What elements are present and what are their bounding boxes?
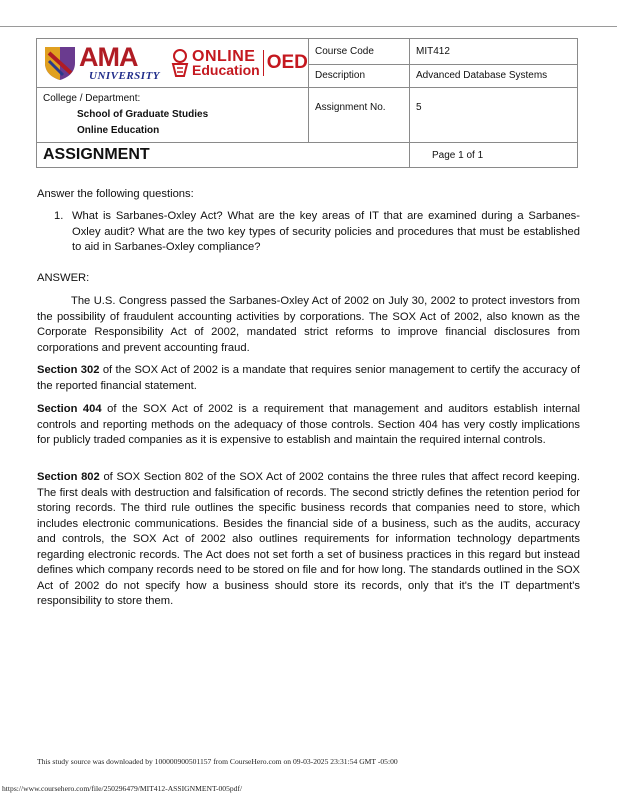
section-404-text: of the SOX Act of 2002 is a requirement that management and auditors establish internal controls and reporting methods on the adequacy of those controls. Section 404 has very costly implications for publicly traded companies as it is expensive to establish and maintain the required internal controls. [37, 403, 581, 446]
top-rule [0, 26, 617, 27]
oe-logo-education: Education [192, 61, 260, 78]
description-label: Description [309, 64, 410, 87]
assignment-no-value: 5 [410, 88, 578, 143]
ama-university-logo [43, 44, 160, 82]
ama-logo-subtext: UNIVERSITY [89, 70, 161, 82]
course-code-value: MIT412 [410, 39, 578, 65]
ama-logo-text: AMA [79, 42, 138, 72]
section-302-title: Section 302 [37, 364, 100, 376]
section-302-paragraph [37, 363, 580, 394]
college-name: School of Graduate Studies [77, 109, 209, 120]
oe-logo-online: ONLINE [192, 47, 256, 65]
header-table [36, 38, 578, 168]
section-404-title: Section 404 [37, 403, 102, 415]
section-404-paragraph [37, 402, 580, 449]
course-code-label: Course Code [309, 39, 410, 65]
section-802-paragraph [37, 470, 580, 610]
online-education-logo [170, 48, 308, 78]
college-unit: Online Education [77, 125, 160, 136]
page-indicator: Page 1 of 1 [410, 143, 578, 168]
section-802-text: of SOX Section 802 of the SOX Act of 2002 contains the three rules that affect record keeping. The first deals with destruction and falsification of records. The second strictly defines the retention period for storing records. The third rule outlines the specific business records that companies need to store, which includes electronic communications. Besides the financial side of a business, such as the audits, accuracy and controls, the SOX Act of 2002 also outlines requirements for information technology departments regarding electronic records. The Act does not set forth a set of business practices in this regard but instead defines which company records need to be stored on file and for how long. The standards outlined in the SOX Act of 2002 do not specify how a business should store its records, only that it's the IT department's responsibility to store them. [37, 471, 580, 607]
answer-paragraph-1: The U.S. Congress passed the Sarbanes-Oxley Act of 2002 on July 30, 2002 to protect investors from the possibility of fraudulent accounting activities by corporations. The SOX Act of 2002, also known as the Corporate Responsibility Act of 2002, mandated strict reforms to improve financial disclosures from corporations and prevent accounting fraud. [37, 295, 580, 354]
intro-text: Answer the following questions: [37, 188, 194, 200]
college-cell [37, 88, 309, 143]
question-item [37, 209, 580, 256]
oe-logo-divider [263, 50, 264, 76]
answer-label: ANSWER: [37, 272, 90, 284]
assignment-title: ASSIGNMENT [37, 143, 410, 168]
ama-shield-icon [43, 45, 77, 81]
college-label: College / Department: [43, 93, 141, 104]
oe-emblem-icon [170, 48, 190, 78]
footer-source-note: This study source was downloaded by 100000900501157 from CourseHero.com on 09-03-2025 23:31:54 GMT -05:00 [37, 757, 398, 766]
footer-url[interactable]: https://www.coursehero.com/file/250296479/MIT412-ASSIGNMENT-005pdf/ [2, 784, 243, 793]
oe-logo-abbr: OED [266, 52, 308, 73]
section-802-title: Section 802 [37, 471, 100, 483]
question-number: 1. [54, 210, 64, 222]
section-302-text: of the SOX Act of 2002 is a mandate that requires senior management to certify the accuracy of the reported financial statement. [37, 364, 580, 392]
question-text: What is Sarbanes-Oxley Act? What are the key areas of IT that are examined during a Sarbanes-Oxley audit? What are the two key types of security policies and procedures that must be established to aid in Sarbanes-Oxley compliance? [72, 210, 580, 253]
assignment-no-label: Assignment No. [309, 88, 410, 143]
logo-cell [37, 39, 309, 88]
description-value: Advanced Database Systems [410, 64, 578, 87]
